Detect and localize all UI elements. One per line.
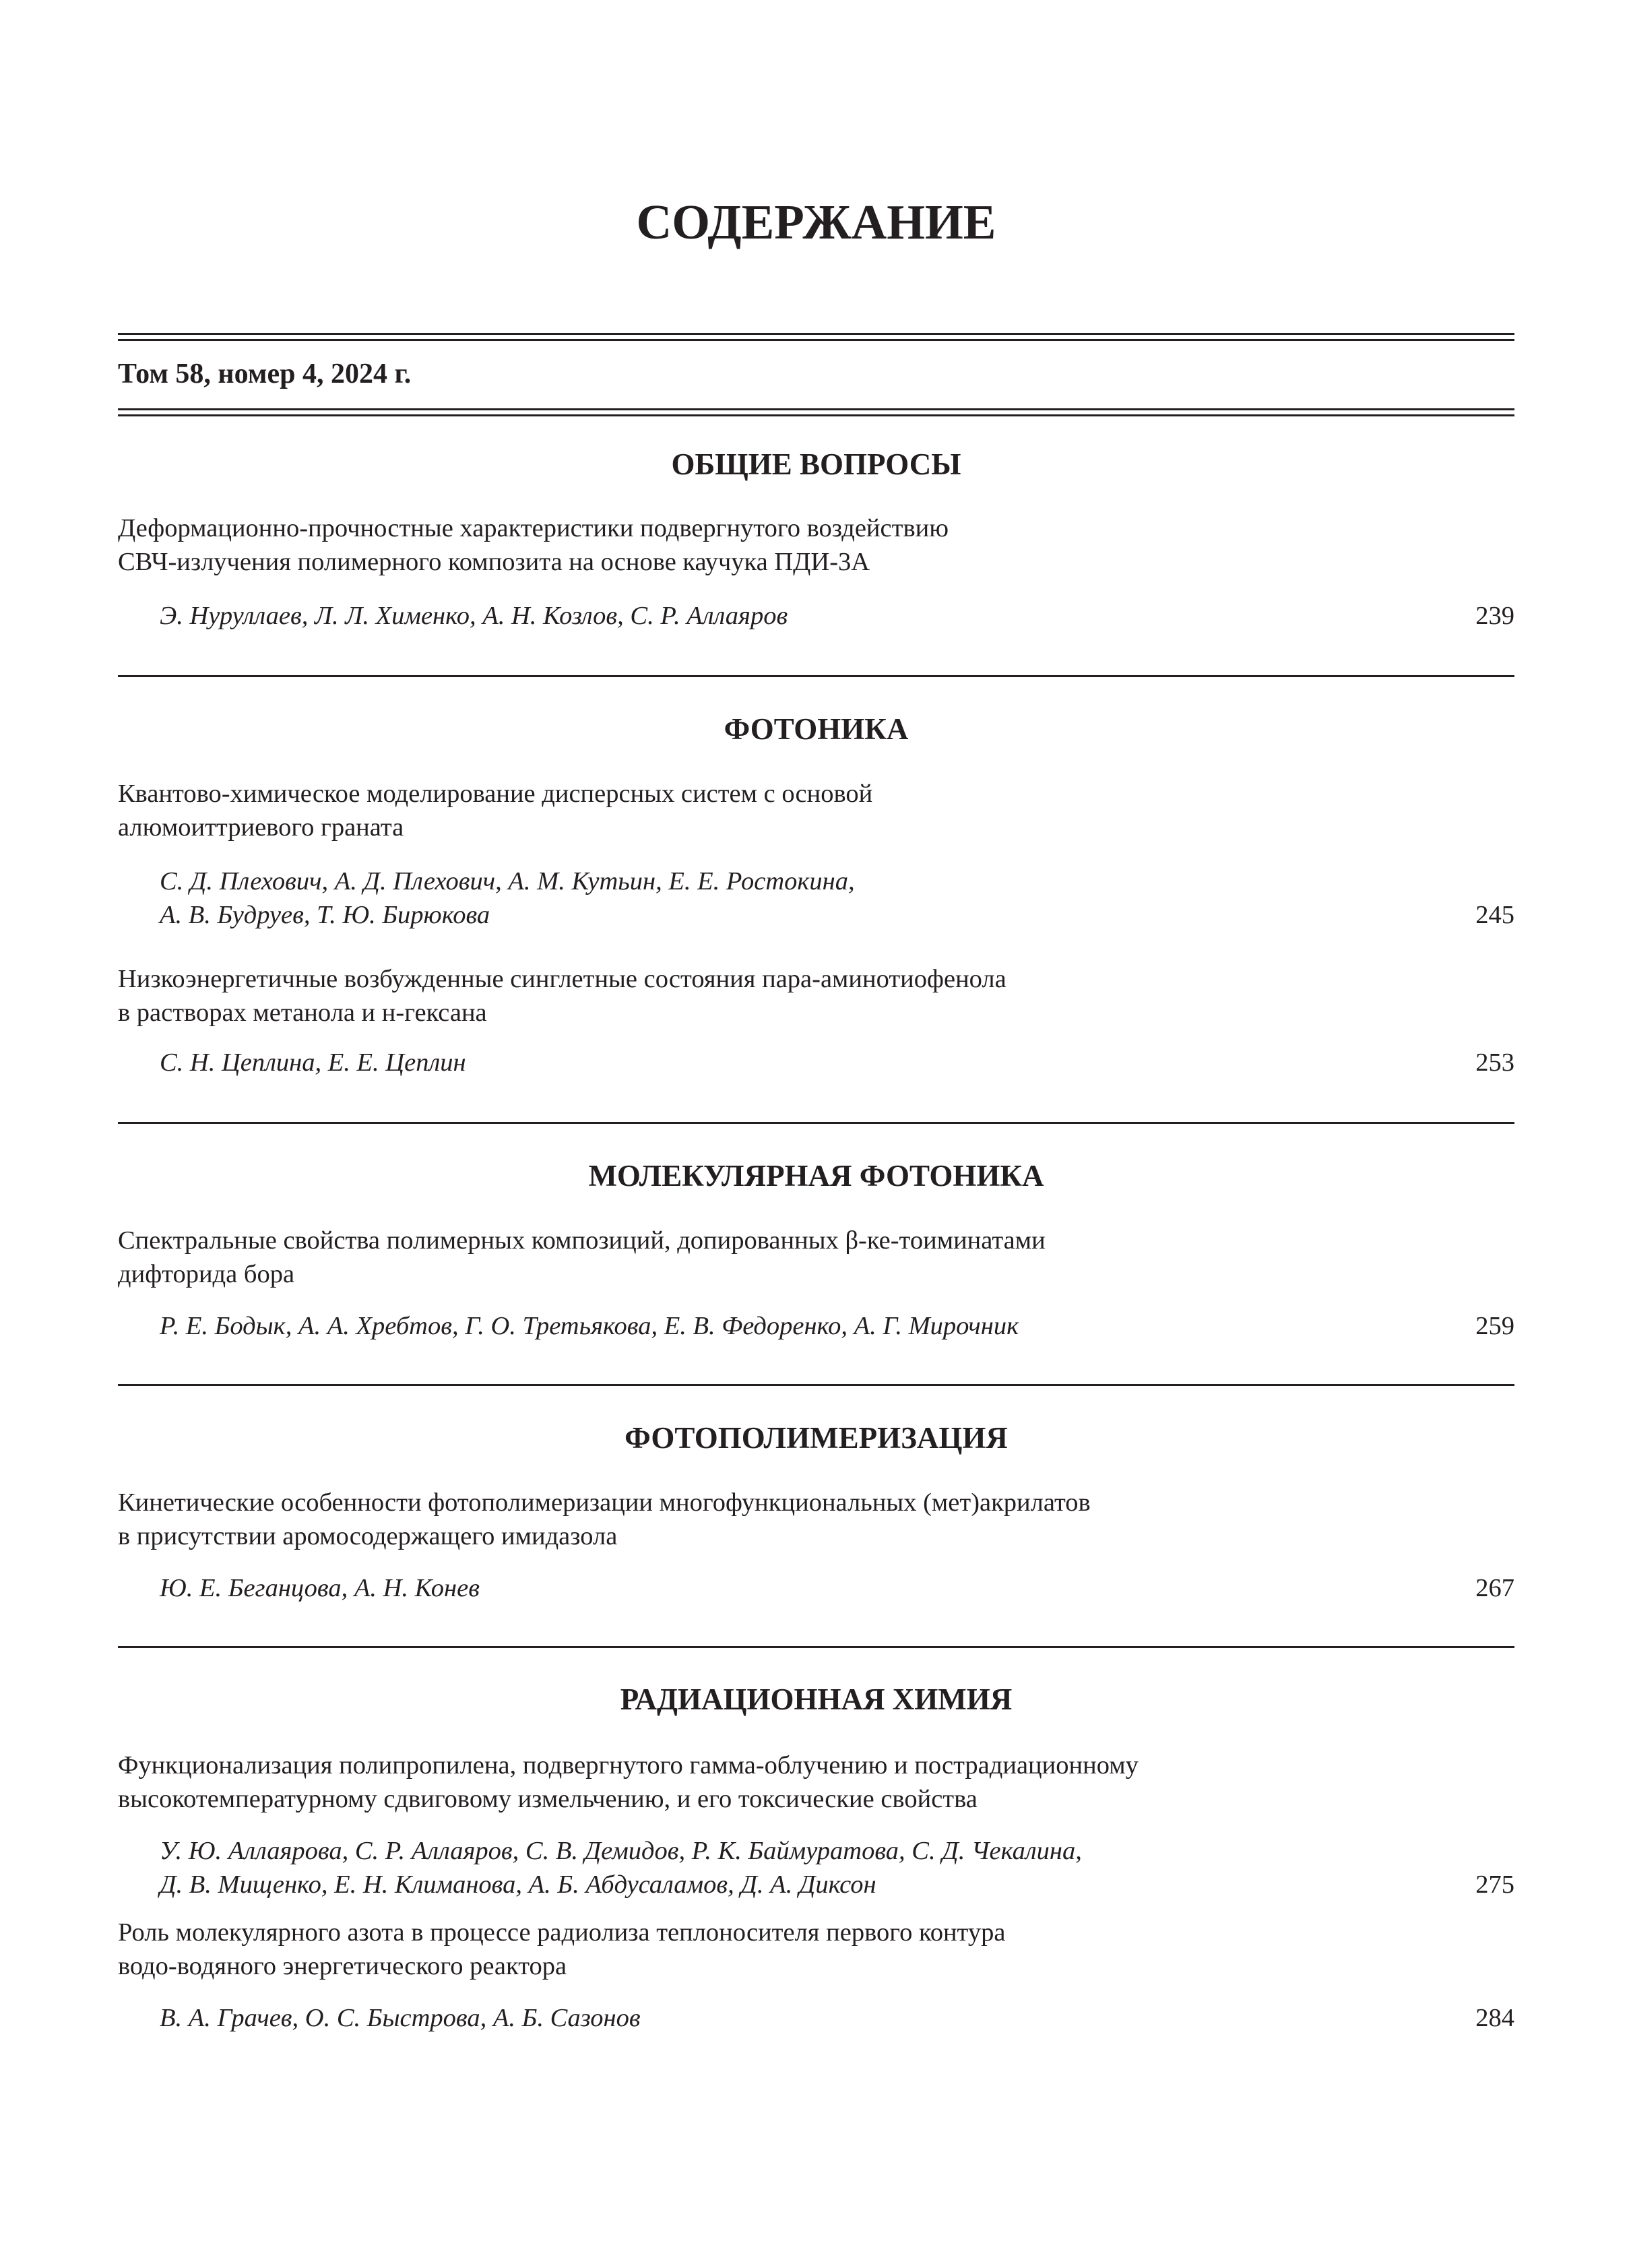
section-divider bbox=[118, 1122, 1514, 1124]
article-title[interactable] bbox=[118, 1749, 1438, 1816]
article-title-line: Деформационно-прочностные характеристики подвергнутого воздействию bbox=[118, 514, 949, 542]
article-title-line: дифторида бора bbox=[118, 1260, 295, 1288]
article-title[interactable] bbox=[118, 1916, 1438, 1983]
authors-line: У. Ю. Аллаярова, С. Р. Аллаяров, С. В. Демидов, Р. К. Баймуратова, С. Д. Чекалина, bbox=[160, 1837, 1082, 1865]
article-title-line: в присутствии аромосодержащего имидазола bbox=[118, 1522, 618, 1550]
issue-info: Том 58, номер 4, 2024 г. bbox=[118, 358, 412, 389]
double-rule-bottom bbox=[118, 408, 1514, 416]
authors-line: Р. Е. Бодык, А. А. Хребтов, Г. О. Третьякова, Е. В. Федоренко, А. Г. Мирочник bbox=[160, 1312, 1019, 1340]
article-authors bbox=[160, 2001, 1345, 2035]
section-divider bbox=[118, 1646, 1514, 1648]
article-title[interactable] bbox=[118, 777, 1438, 844]
section-title: ОБЩИЕ ВОПРОСЫ bbox=[671, 447, 961, 481]
authors-line: С. Н. Цеплина, Е. Е. Цеплин bbox=[160, 1048, 466, 1077]
article-title-line: Низкоэнергетичные возбужденные синглетные состояния пара-аминотиофенола bbox=[118, 965, 1006, 993]
article-title-line: Спектральные свойства полимерных композиций, допированных β-ке-тоиминатами bbox=[118, 1226, 1046, 1255]
article-authors bbox=[160, 1571, 1345, 1605]
authors-line: С. Д. Плехович, А. Д. Плехович, А. М. Кутьин, Е. Е. Ростокина, bbox=[160, 867, 855, 895]
section-title: ФОТОПОЛИМЕРИЗАЦИЯ bbox=[625, 1421, 1008, 1455]
article-title[interactable] bbox=[118, 511, 1438, 579]
section-title: РАДИАЦИОННАЯ ХИМИЯ bbox=[620, 1682, 1013, 1716]
page-number: 253 bbox=[1475, 1048, 1514, 1077]
page-number: 284 bbox=[1475, 2004, 1514, 2032]
page-number: 245 bbox=[1475, 901, 1514, 929]
authors-line: В. А. Грачев, О. С. Быстрова, А. Б. Сазонов bbox=[160, 2004, 641, 2032]
article-authors bbox=[160, 599, 1345, 633]
article-title-line: в растворах метанола и н-гексана bbox=[118, 999, 487, 1027]
article-title-line: СВЧ-излучения полимерного композита на основе каучука ПДИ-3А bbox=[118, 548, 870, 576]
section-title: ФОТОНИКА bbox=[724, 712, 909, 746]
double-rule-top bbox=[118, 333, 1514, 341]
page-number: 267 bbox=[1475, 1574, 1514, 1602]
page-number: 259 bbox=[1475, 1312, 1514, 1340]
authors-line: Д. В. Мищенко, Е. Н. Климанова, А. Б. Абдусаламов, Д. А. Диксон bbox=[160, 1870, 876, 1899]
article-authors bbox=[160, 864, 1345, 932]
article-title-line: водо-водяного энергетического реактора bbox=[118, 1952, 567, 1980]
article-authors bbox=[160, 1309, 1345, 1343]
article-title[interactable] bbox=[118, 1224, 1438, 1291]
article-title[interactable] bbox=[118, 1486, 1438, 1553]
authors-line: Э. Нуруллаев, Л. Л. Хименко, А. Н. Козлов, С. Р. Аллаяров bbox=[160, 602, 788, 630]
section-title: МОЛЕКУЛЯРНАЯ ФОТОНИКА bbox=[588, 1159, 1044, 1193]
page-number: 239 bbox=[1475, 602, 1514, 630]
section-divider bbox=[118, 1384, 1514, 1386]
article-authors bbox=[160, 1046, 1345, 1079]
article-title-line: высокотемпературному сдвиговому измельчению, и его токсические свойства bbox=[118, 1785, 978, 1813]
article-title-line: Квантово-химическое моделирование дисперсных систем с основой bbox=[118, 780, 873, 808]
article-authors bbox=[160, 1834, 1345, 1901]
authors-line: Ю. Е. Беганцова, А. Н. Конев bbox=[160, 1574, 480, 1602]
article-title-line: Кинетические особенности фотополимеризации многофункциональных (мет)акрилатов bbox=[118, 1488, 1091, 1517]
article-title[interactable] bbox=[118, 962, 1438, 1030]
article-title-line: Функционализация полипропилена, подвергнутого гамма-облучению и пострадиационному bbox=[118, 1751, 1139, 1779]
article-title-line: алюмоиттриевого граната bbox=[118, 813, 404, 842]
authors-line: А. В. Будруев, Т. Ю. Бирюкова bbox=[160, 901, 490, 929]
section-divider bbox=[118, 675, 1514, 677]
page-title: СОДЕРЖАНИЕ bbox=[636, 195, 996, 249]
page-number: 275 bbox=[1475, 1870, 1514, 1899]
article-title-line: Роль молекулярного азота в процессе радиолиза теплоносителя первого контура bbox=[118, 1918, 1006, 1947]
